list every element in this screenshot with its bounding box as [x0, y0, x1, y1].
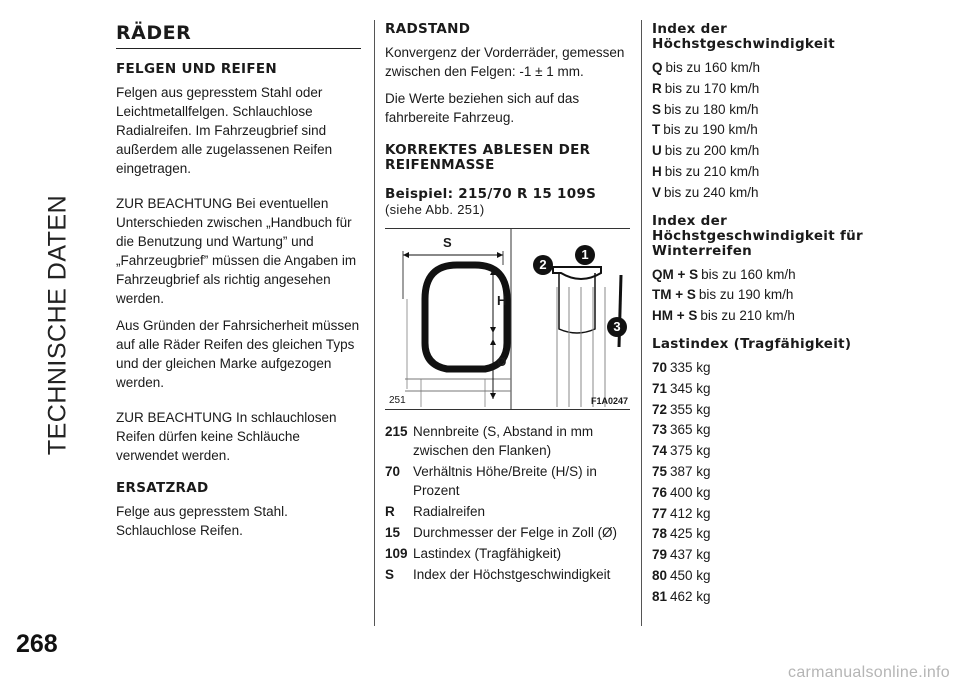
watermark: carmanualsonline.info [788, 664, 950, 681]
column-raeder [116, 22, 361, 548]
paragraph: ZUR BEACHTUNG In schlauchlosen Reifen dürfen keine Schläuche verwendet werden. [116, 410, 337, 463]
list-item: 78 425 kg [652, 526, 711, 542]
heading-felgen-reifen: FELGEN UND REIFEN [116, 61, 277, 77]
winter-index-list [652, 265, 902, 327]
definition-item: S Index der Höchstgeschwindigkeit [385, 567, 611, 582]
list-item: 75 387 kg [652, 463, 711, 479]
list-item: 76 400 kg [652, 484, 711, 500]
list-item: 79 437 kg [652, 547, 711, 563]
list-item: 80 450 kg [652, 567, 711, 583]
paragraph: Felge aus gepresstem Stahl. Schlauchlose Reifen. [116, 504, 288, 538]
list-item: 74 375 kg [652, 443, 711, 459]
section-title-raeder: RÄDER [116, 22, 361, 49]
heading-ersatzrad: ERSATZRAD [116, 480, 209, 496]
paragraph: ZUR BEACHTUNG Bei eventuellen Unterschieden zwischen „Handbuch für die Benutzung und Wartung” und „Fahrzeugbrief” müssen die Angaben im Fahrzeugbrief als richtig angesehen werden. [116, 196, 357, 306]
list-item: S bis zu 180 km/h [652, 101, 759, 117]
heading-speed-index: Index der Höchstgeschwindigkeit [652, 21, 835, 52]
callout-3: 3 [607, 317, 627, 337]
heading-beispiel: Beispiel: 215/70 R 15 109S (siehe Abb. 251) [385, 186, 597, 217]
definition-item: 215 Nennbreite (S, Abstand in mm zwischen den Flanken) [385, 424, 594, 458]
list-item: Q bis zu 160 km/h [652, 60, 761, 75]
list-item: 70 335 kg [652, 359, 711, 375]
list-item: HM + S bis zu 210 km/h [652, 308, 795, 324]
column-radstand [385, 22, 630, 586]
heading-winter-index: Index der Höchstgeschwindigkeit für Winterreifen [652, 212, 864, 259]
paragraph: Aus Gründen der Fahrsicherheit müssen auf alle Räder Reifen des gleichen Typs und der gleichen Marke aufgezogen werden. [116, 318, 360, 390]
paragraph: Felgen aus gepresstem Stahl oder Leichtmetallfelgen. Schlauchlose Radialreifen. Im Fahrzeugbrief sind außerdem alle zugelassenen Reifen eingetragen. [116, 85, 333, 176]
column-divider [374, 20, 375, 626]
column-indexes [652, 22, 902, 608]
definition-item: R Radialreifen [385, 504, 486, 519]
definition-item: 15 Durchmesser der Felge in Zoll (Ø) [385, 525, 618, 540]
load-index-list [652, 358, 902, 608]
list-item: 81 462 kg [652, 588, 711, 604]
list-item: TM + S bis zu 190 km/h [652, 287, 794, 303]
heading-radstand: RADSTAND [385, 21, 471, 37]
list-item: 77 412 kg [652, 505, 711, 521]
list-item: 72 355 kg [652, 401, 711, 417]
callout-1: 1 [575, 245, 595, 265]
figure-number: 251 [389, 395, 406, 406]
list-item: T bis zu 190 km/h [652, 122, 758, 138]
column-divider [641, 20, 642, 626]
label-s: S [443, 235, 452, 250]
tire-figure [385, 228, 630, 410]
list-item: R bis zu 170 km/h [652, 80, 760, 96]
list-item: QM + S bis zu 160 km/h [652, 266, 796, 282]
side-section-title: TECHNISCHE DATEN [43, 194, 72, 456]
speed-index-list [652, 58, 902, 204]
list-item: V bis zu 240 km/h [652, 184, 759, 200]
list-item: 71 345 kg [652, 380, 711, 396]
paragraph: Konvergenz der Vorderräder, gemessen zwischen den Felgen: -1 ± 1 mm. [385, 45, 625, 79]
paragraph: Die Werte beziehen sich auf das fahrbereite Fahrzeug. [385, 91, 580, 125]
list-item: H bis zu 210 km/h [652, 163, 760, 179]
figure-code: F1A0247 [590, 396, 628, 406]
heading-ablesen: KORREKTES ABLESEN DER REIFENMASSE [385, 142, 591, 173]
label-diameter: Ø [497, 355, 507, 369]
definition-list [385, 422, 630, 584]
list-item: U bis zu 200 km/h [652, 143, 760, 159]
definition-item: 70 Verhältnis Höhe/Breite (H/S) in Prozent [385, 464, 597, 498]
heading-load-index: Lastindex (Tragfähigkeit) [652, 335, 852, 352]
list-item: 73 365 kg [652, 422, 711, 438]
label-h: H [497, 293, 507, 308]
page-number: 268 [16, 630, 58, 658]
callout-2: 2 [533, 255, 553, 275]
definition-item: 109 Lastindex (Tragfähigkeit) [385, 546, 562, 561]
